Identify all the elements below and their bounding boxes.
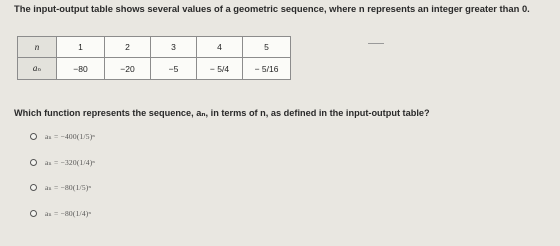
radio-button[interactable] — [30, 184, 37, 191]
input-output-table — [17, 36, 291, 80]
radio-button[interactable] — [30, 210, 37, 217]
row-header-n: n — [18, 37, 57, 58]
table-cell: −80 — [57, 58, 105, 80]
prompt-text: Which function represents the sequence, aₙ, in terms of n, as defined in the input-output table? — [14, 108, 430, 118]
table-cell: 5 — [243, 37, 291, 58]
table-cell: 3 — [151, 37, 197, 58]
table-cell: 2 — [105, 37, 151, 58]
option-formula: aₙ = −320(1/4)ⁿ — [45, 157, 95, 167]
answer-option-1[interactable] — [30, 129, 95, 143]
answer-option-3[interactable] — [30, 180, 91, 194]
answer-option-2[interactable] — [30, 155, 95, 169]
option-formula: aₙ = −80(1/4)ⁿ — [45, 208, 92, 218]
table-cell: 4 — [197, 37, 243, 58]
table-cell: 1 — [57, 37, 105, 58]
option-formula: aₙ = −400(1/5)ⁿ — [45, 131, 95, 141]
table-row-an — [18, 58, 291, 80]
radio-button[interactable] — [30, 159, 37, 166]
table-cell: −20 — [105, 58, 151, 80]
answer-option-4[interactable] — [30, 206, 91, 220]
table-cell: − 5/4 — [197, 58, 243, 80]
question-text: The input-output table shows several values of a geometric sequence, where n represents an integer greater than 0. — [14, 3, 530, 14]
table-cell: − 5/16 — [243, 58, 291, 80]
row-header-an: aₙ — [18, 58, 57, 80]
table-row-n — [18, 37, 291, 58]
option-formula: aₙ = −80(1/5)ⁿ — [45, 182, 92, 192]
divider — [368, 43, 384, 44]
table-cell: −5 — [151, 58, 197, 80]
radio-button[interactable] — [30, 133, 37, 140]
